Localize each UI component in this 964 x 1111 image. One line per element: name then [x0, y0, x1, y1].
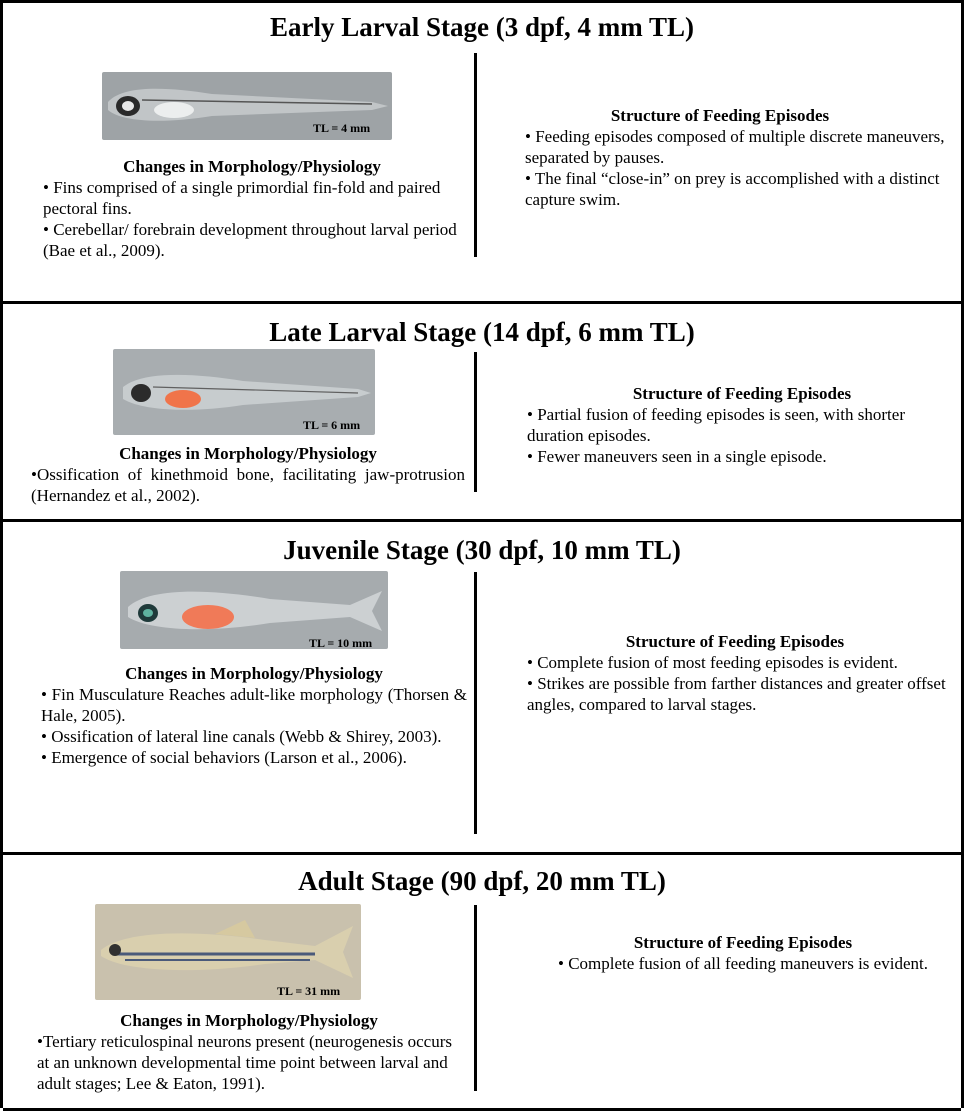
feeding-item: • Fewer maneuvers seen in a single episode.: [527, 447, 827, 466]
feeding-title: Structure of Feeding Episodes: [610, 106, 830, 125]
feeding-block: [527, 383, 957, 467]
feeding-item: • Complete fusion of all feeding maneuvers is evident.: [558, 954, 928, 973]
stage-title: Early Larval Stage (3 dpf, 4 mm TL): [270, 12, 694, 42]
feeding-item: • Feeding episodes composed of multiple discrete maneuvers, separated by pauses.: [525, 127, 945, 167]
panel-juvenile: [3, 522, 961, 855]
morphology-title: Changes in Morphology/Physiology: [119, 444, 377, 463]
tl-label: TL = 6 mm: [303, 418, 361, 432]
morphology-title: Changes in Morphology/Physiology: [125, 664, 383, 683]
divider-line: [474, 572, 477, 834]
feeding-block: [527, 932, 959, 974]
morphology-title: Changes in Morphology/Physiology: [120, 1011, 378, 1030]
feeding-item: • Complete fusion of most feeding episodes is evident.: [527, 653, 898, 672]
panel-late-larval: [3, 304, 961, 522]
morphology-block: [41, 663, 467, 768]
feeding-title: Structure of Feeding Episodes: [633, 933, 853, 952]
morphology-title: Changes in Morphology/Physiology: [123, 157, 381, 176]
feeding-item: • Partial fusion of feeding episodes is seen, with shorter duration episodes.: [527, 405, 905, 445]
morphology-block: [31, 443, 465, 506]
divider-line: [474, 352, 477, 492]
morphology-item: • Emergence of social behaviors (Larson et al., 2006).: [41, 748, 407, 767]
divider-line: [474, 905, 477, 1091]
feeding-block: [527, 631, 959, 715]
panel-early-larval: [3, 3, 961, 304]
morphology-item: • Fin Musculature Reaches adult-like morphology (Thorsen & Hale, 2005).: [41, 685, 467, 725]
feeding-title: Structure of Feeding Episodes: [632, 384, 852, 403]
feeding-title: Structure of Feeding Episodes: [625, 632, 845, 651]
divider-line: [474, 53, 477, 257]
feeding-item: • Strikes are possible from farther distances and greater offset angles, compared to larval stages.: [527, 674, 946, 714]
morphology-block: [37, 1010, 461, 1094]
tl-label: TL = 4 mm: [313, 121, 371, 135]
stage-title: Adult Stage (90 dpf, 20 mm TL): [298, 866, 666, 896]
morphology-item: •Tertiary reticulospinal neurons present (neurogenesis occurs at an unknown developmental time point between larval and adult stages; Lee & Eaton, 1991).: [37, 1032, 452, 1093]
panel-adult: [3, 855, 961, 1111]
stage-title: Late Larval Stage (14 dpf, 6 mm TL): [269, 317, 695, 347]
morphology-item: • Cerebellar/ forebrain development throughout larval period (Bae et al., 2009).: [43, 220, 457, 260]
stage-title: Juvenile Stage (30 dpf, 10 mm TL): [283, 535, 681, 565]
morphology-item: • Ossification of lateral line canals (Webb & Shirey, 2003).: [41, 727, 442, 746]
morphology-block: [43, 156, 461, 261]
morphology-item: •Ossification of kinethmoid bone, facilitating jaw-protrusion (Hernandez et al., 2002).: [31, 465, 465, 505]
feeding-block: [525, 105, 945, 210]
tl-label: TL = 31 mm: [277, 984, 341, 998]
tl-label: TL = 10 mm: [309, 636, 373, 650]
morphology-item: • Fins comprised of a single primordial fin-fold and paired pectoral fins.: [43, 178, 441, 218]
feeding-item: • The final “close-in” on prey is accomplished with a distinct capture swim.: [525, 169, 940, 209]
